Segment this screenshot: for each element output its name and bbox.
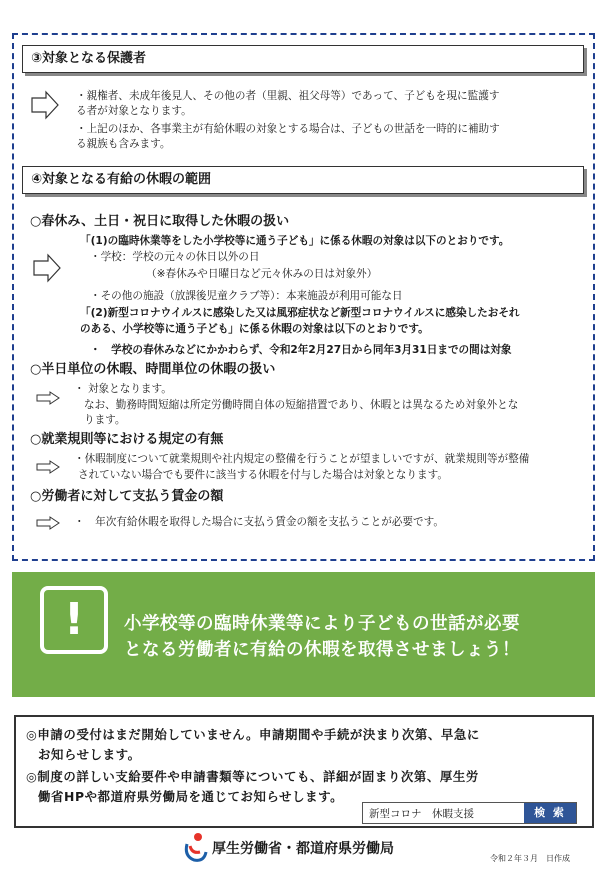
arrow-right-icon bbox=[32, 253, 62, 283]
section3-line3: ・上記のほか、各事業主が有給休暇の対象とする場合は、子どもの世話を一時的に補助す bbox=[76, 123, 500, 135]
footer-date: 令和２年３月 日作成 bbox=[490, 854, 570, 863]
spring-line2: ・学校：学校の元々の休日以外の日 bbox=[90, 251, 260, 263]
arrow-right-icon bbox=[36, 391, 60, 405]
spring-line6: のある、小学校等に通う子ども」に係る休暇の対象は以下のとおりです。 bbox=[80, 323, 429, 335]
wages-line1: ・ 年次有給休暇を取得した場合に支払う賃金の額を支払うことが必要です。 bbox=[74, 516, 444, 528]
banner-line1: 小学校等の臨時休業等により子どもの世話が必要 bbox=[124, 614, 520, 634]
section3-heading: ③対象となる保護者 bbox=[22, 45, 584, 73]
arrow-right-icon bbox=[30, 90, 60, 120]
banner-line2: となる労働者に有給の休暇を取得させましょう！ bbox=[124, 640, 520, 660]
search-keywords: 新型コロナ 休暇支援 bbox=[369, 808, 474, 820]
arrow-right-icon bbox=[36, 460, 60, 474]
work-rules-line2: されていない場合でも要件に該当する休暇を付与した場合は対象となります。 bbox=[78, 469, 448, 481]
notice-box bbox=[14, 715, 594, 828]
spring-line4: ・その他の施設（放課後児童クラブ等）：本来施設が利用可能な日 bbox=[90, 290, 403, 302]
work-rules-line1: ・休暇制度について就業規則や社内規定の整備を行うことが望ましいですが、就業規則等が整備 bbox=[74, 453, 530, 465]
spring-line1: 「(1)の臨時休業等をした小学校等に通う子ども」に係る休暇の対象は以下のとおりです。 bbox=[80, 235, 510, 247]
wages-title: ○労働者に対して支払う賃金の額 bbox=[30, 489, 224, 504]
halfday-line3: ります。 bbox=[84, 414, 126, 426]
arrow-right-icon bbox=[36, 516, 60, 530]
spring-holiday-title: ○春休み、土日・祝日に取得した休暇の扱い bbox=[30, 214, 290, 229]
section3-line4: る親族も含みます。 bbox=[76, 138, 171, 150]
footer-organization: 厚生労働省・都道府県労働局 bbox=[212, 841, 394, 857]
spring-line5: 「(2)新型コロナウイルスに感染した又は風邪症状など新型コロナウイルスに感染したおそれ bbox=[80, 307, 520, 319]
section3-line1: ・親権者、未成年後見人、その他の者（里親、祖父母等）であって、子どもを現に監護す bbox=[76, 90, 500, 102]
notice-line4: 働省HPや都道府県労働局を通じてお知らせします。 bbox=[38, 789, 344, 804]
notice-line3: ◎制度の詳しい支給要件や申請書類等についても、詳細が固まり次第、厚生労 bbox=[26, 769, 479, 784]
work-rules-title: ○就業規則等における規定の有無 bbox=[30, 432, 224, 447]
search-button: 検 索 bbox=[524, 803, 576, 823]
callout-banner bbox=[12, 572, 595, 697]
exclamation-icon: ! bbox=[40, 586, 108, 654]
notice-line1: ◎申請の受付はまだ開始していません。申請期間や手続が決まり次第、早急に bbox=[26, 727, 480, 742]
section4-heading: ④対象となる有給の休暇の範囲 bbox=[22, 166, 584, 194]
halfday-line2: なお、勤務時間短縮は所定労働時間自体の短縮措置であり、休暇とは異なるため対象外とな bbox=[84, 399, 519, 411]
section3-line2: る者が対象となります。 bbox=[76, 105, 192, 117]
notice-line2: お知らせします。 bbox=[38, 747, 141, 762]
halfday-line1: ・ 対象となります。 bbox=[74, 383, 172, 395]
spring-line7: ・ 学校の春休みなどにかかわらず、令和2年2月27日から同年3月31日までの間は対象 bbox=[90, 344, 512, 356]
spring-line3: （※春休みや日曜日など元々休みの日は対象外） bbox=[146, 268, 378, 280]
search-box bbox=[362, 802, 577, 824]
halfday-title: ○半日単位の休暇、時間単位の休暇の扱い bbox=[30, 362, 276, 377]
mhlw-logo-icon bbox=[182, 832, 208, 862]
